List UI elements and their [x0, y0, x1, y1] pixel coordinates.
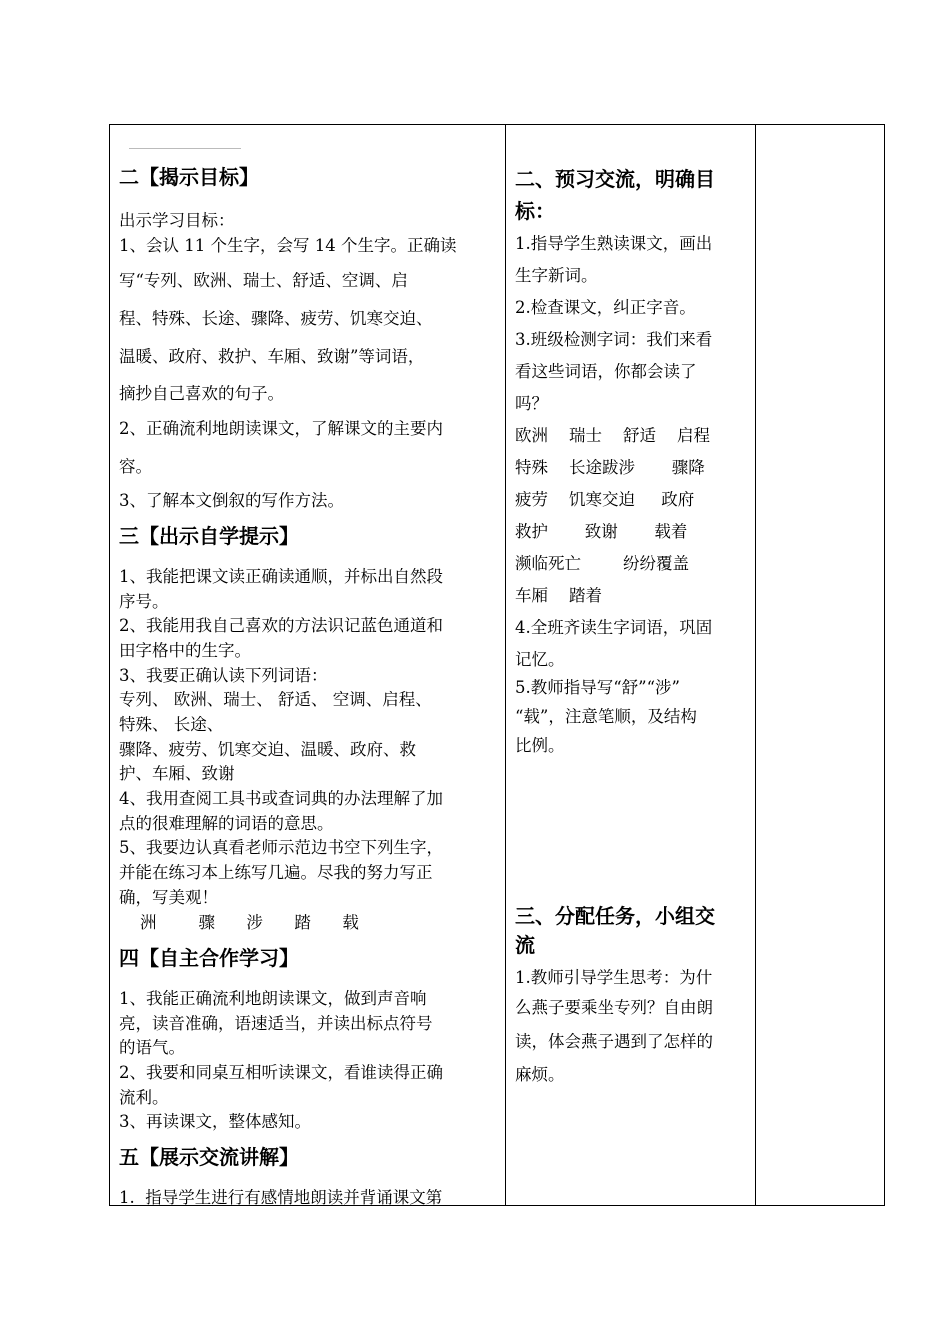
cooperative-line: 1、我能正确流利地朗读课文，做到声音响	[119, 989, 427, 1008]
self-study-line: 序号。	[119, 592, 169, 611]
preview-line: 记忆。	[515, 650, 565, 669]
goals-line: 程、特殊、长途、骤降、疲劳、饥寒交迫、	[119, 309, 433, 328]
self-study-line: 2、我能用我自己喜欢的方法识记蓝色通道和	[119, 616, 443, 635]
tasks-line: 么燕子要乘坐专列？自由朗	[515, 998, 713, 1017]
section-title-preview: 二、预习交流，明确目	[515, 167, 715, 191]
preview-line: 3.班级检测字词：我们来看	[515, 330, 713, 349]
self-study-line: 护、车厢、致谢	[119, 764, 235, 783]
section-title-preview-cont: 标：	[515, 199, 555, 223]
goals-line: 出示学习目标：	[119, 211, 235, 230]
goals-line: 写“专列、欧洲、瑞士、舒适、空调、启	[119, 271, 408, 290]
lesson-plan-table	[109, 124, 885, 1206]
preview-line: 2.检查课文，纠正字音。	[515, 298, 696, 317]
vocabulary-row: 濒临死亡 纷纷覆盖	[515, 554, 689, 573]
self-study-line: 专列、 欧洲、瑞士、 舒适、 空调、启程、	[119, 690, 432, 709]
goals-line: 3、了解本文倒叙的写作方法。	[119, 491, 344, 510]
preview-line: 吗？	[515, 394, 548, 413]
tasks-line: 麻烦。	[515, 1065, 565, 1084]
cooperative-line: 流利。	[119, 1088, 169, 1107]
notes-column	[764, 125, 884, 1205]
self-study-line: 点的很难理解的词语的意思。	[119, 814, 334, 833]
self-study-line: 并能在练习本上练写几遍。尽我的努力写正	[119, 863, 433, 882]
section-title-tasks: 三、分配任务，小组交	[515, 904, 715, 928]
goals-line: 温暖、政府、救护、车厢、致谢”等词语，	[119, 347, 425, 366]
section-title-goals: 二【揭示目标】	[119, 165, 259, 189]
vocabulary-row: 车厢 踏着	[515, 586, 602, 605]
self-study-line: 4、我用查阅工具书或查词典的办法理解了加	[119, 789, 443, 808]
teacher-activity-column	[515, 125, 755, 1205]
vocabulary-row: 欧洲 瑞士 舒适 启程	[515, 426, 710, 445]
preview-line: 5.教师指导写“舒”“涉”	[515, 678, 680, 697]
self-study-line: 确，写美观！	[119, 888, 218, 907]
column-divider	[505, 125, 506, 1205]
goals-line: 容。	[119, 457, 152, 476]
goals-line: 摘抄自己喜欢的句子。	[119, 384, 284, 403]
self-study-line: 1、我能把课文读正确读通顺，并标出自然段	[119, 567, 443, 586]
cooperative-line: 3、再读课文，整体感知。	[119, 1112, 311, 1131]
section-title-cooperative: 四【自主合作学习】	[119, 946, 299, 970]
preview-line: 4.全班齐读生字词语，巩固	[515, 618, 713, 637]
section-title-tasks-cont: 流	[515, 933, 535, 957]
tasks-line: 读，体会燕子遇到了怎样的	[515, 1032, 713, 1051]
preview-line: 比例。	[515, 736, 565, 755]
top-rule	[129, 148, 241, 149]
preview-line: 看这些词语，你都会读了	[515, 362, 697, 381]
vocabulary-row: 救护 致谢 载着	[515, 522, 688, 541]
column-divider	[755, 125, 756, 1205]
cooperative-line: 的语气。	[119, 1038, 185, 1057]
practice-characters: 洲 骤 涉 踏 载	[119, 913, 359, 932]
self-study-line: 5、我要边认真看老师示范边书空下列生字，	[119, 838, 443, 857]
student-activity-column	[119, 125, 503, 1205]
vocabulary-row: 特殊 长途跋涉 骤降	[515, 458, 705, 477]
self-study-line: 田字格中的生字。	[119, 641, 251, 660]
goals-line: 2、正确流利地朗读课文，了解课文的主要内	[119, 419, 443, 438]
presentation-line: 1. 指导学生进行有感情地朗读并背诵课文第	[119, 1188, 443, 1205]
cooperative-line: 2、我要和同桌互相听读课文，看谁读得正确	[119, 1063, 443, 1082]
goals-line: 1、会认 11 个生字，会写 14 个生字。正确读	[119, 236, 457, 255]
preview-line: “载”，注意笔顺，及结构	[515, 707, 697, 726]
self-study-line: 3、我要正确认读下列词语：	[119, 666, 328, 685]
cooperative-line: 亮，读音准确，语速适当，并读出标点符号	[119, 1014, 433, 1033]
self-study-line: 特殊、 长途、	[119, 715, 224, 734]
section-title-self-study: 三【出示自学提示】	[119, 524, 299, 548]
section-title-presentation: 五【展示交流讲解】	[119, 1145, 299, 1169]
vocabulary-row: 疲劳 饥寒交迫 政府	[515, 490, 695, 509]
preview-line: 生字新词。	[515, 266, 598, 285]
preview-line: 1.指导学生熟读课文，画出	[515, 234, 713, 253]
tasks-line: 1.教师引导学生思考：为什	[515, 968, 713, 987]
self-study-line: 骤降、疲劳、饥寒交迫、温暖、政府、救	[119, 740, 416, 759]
